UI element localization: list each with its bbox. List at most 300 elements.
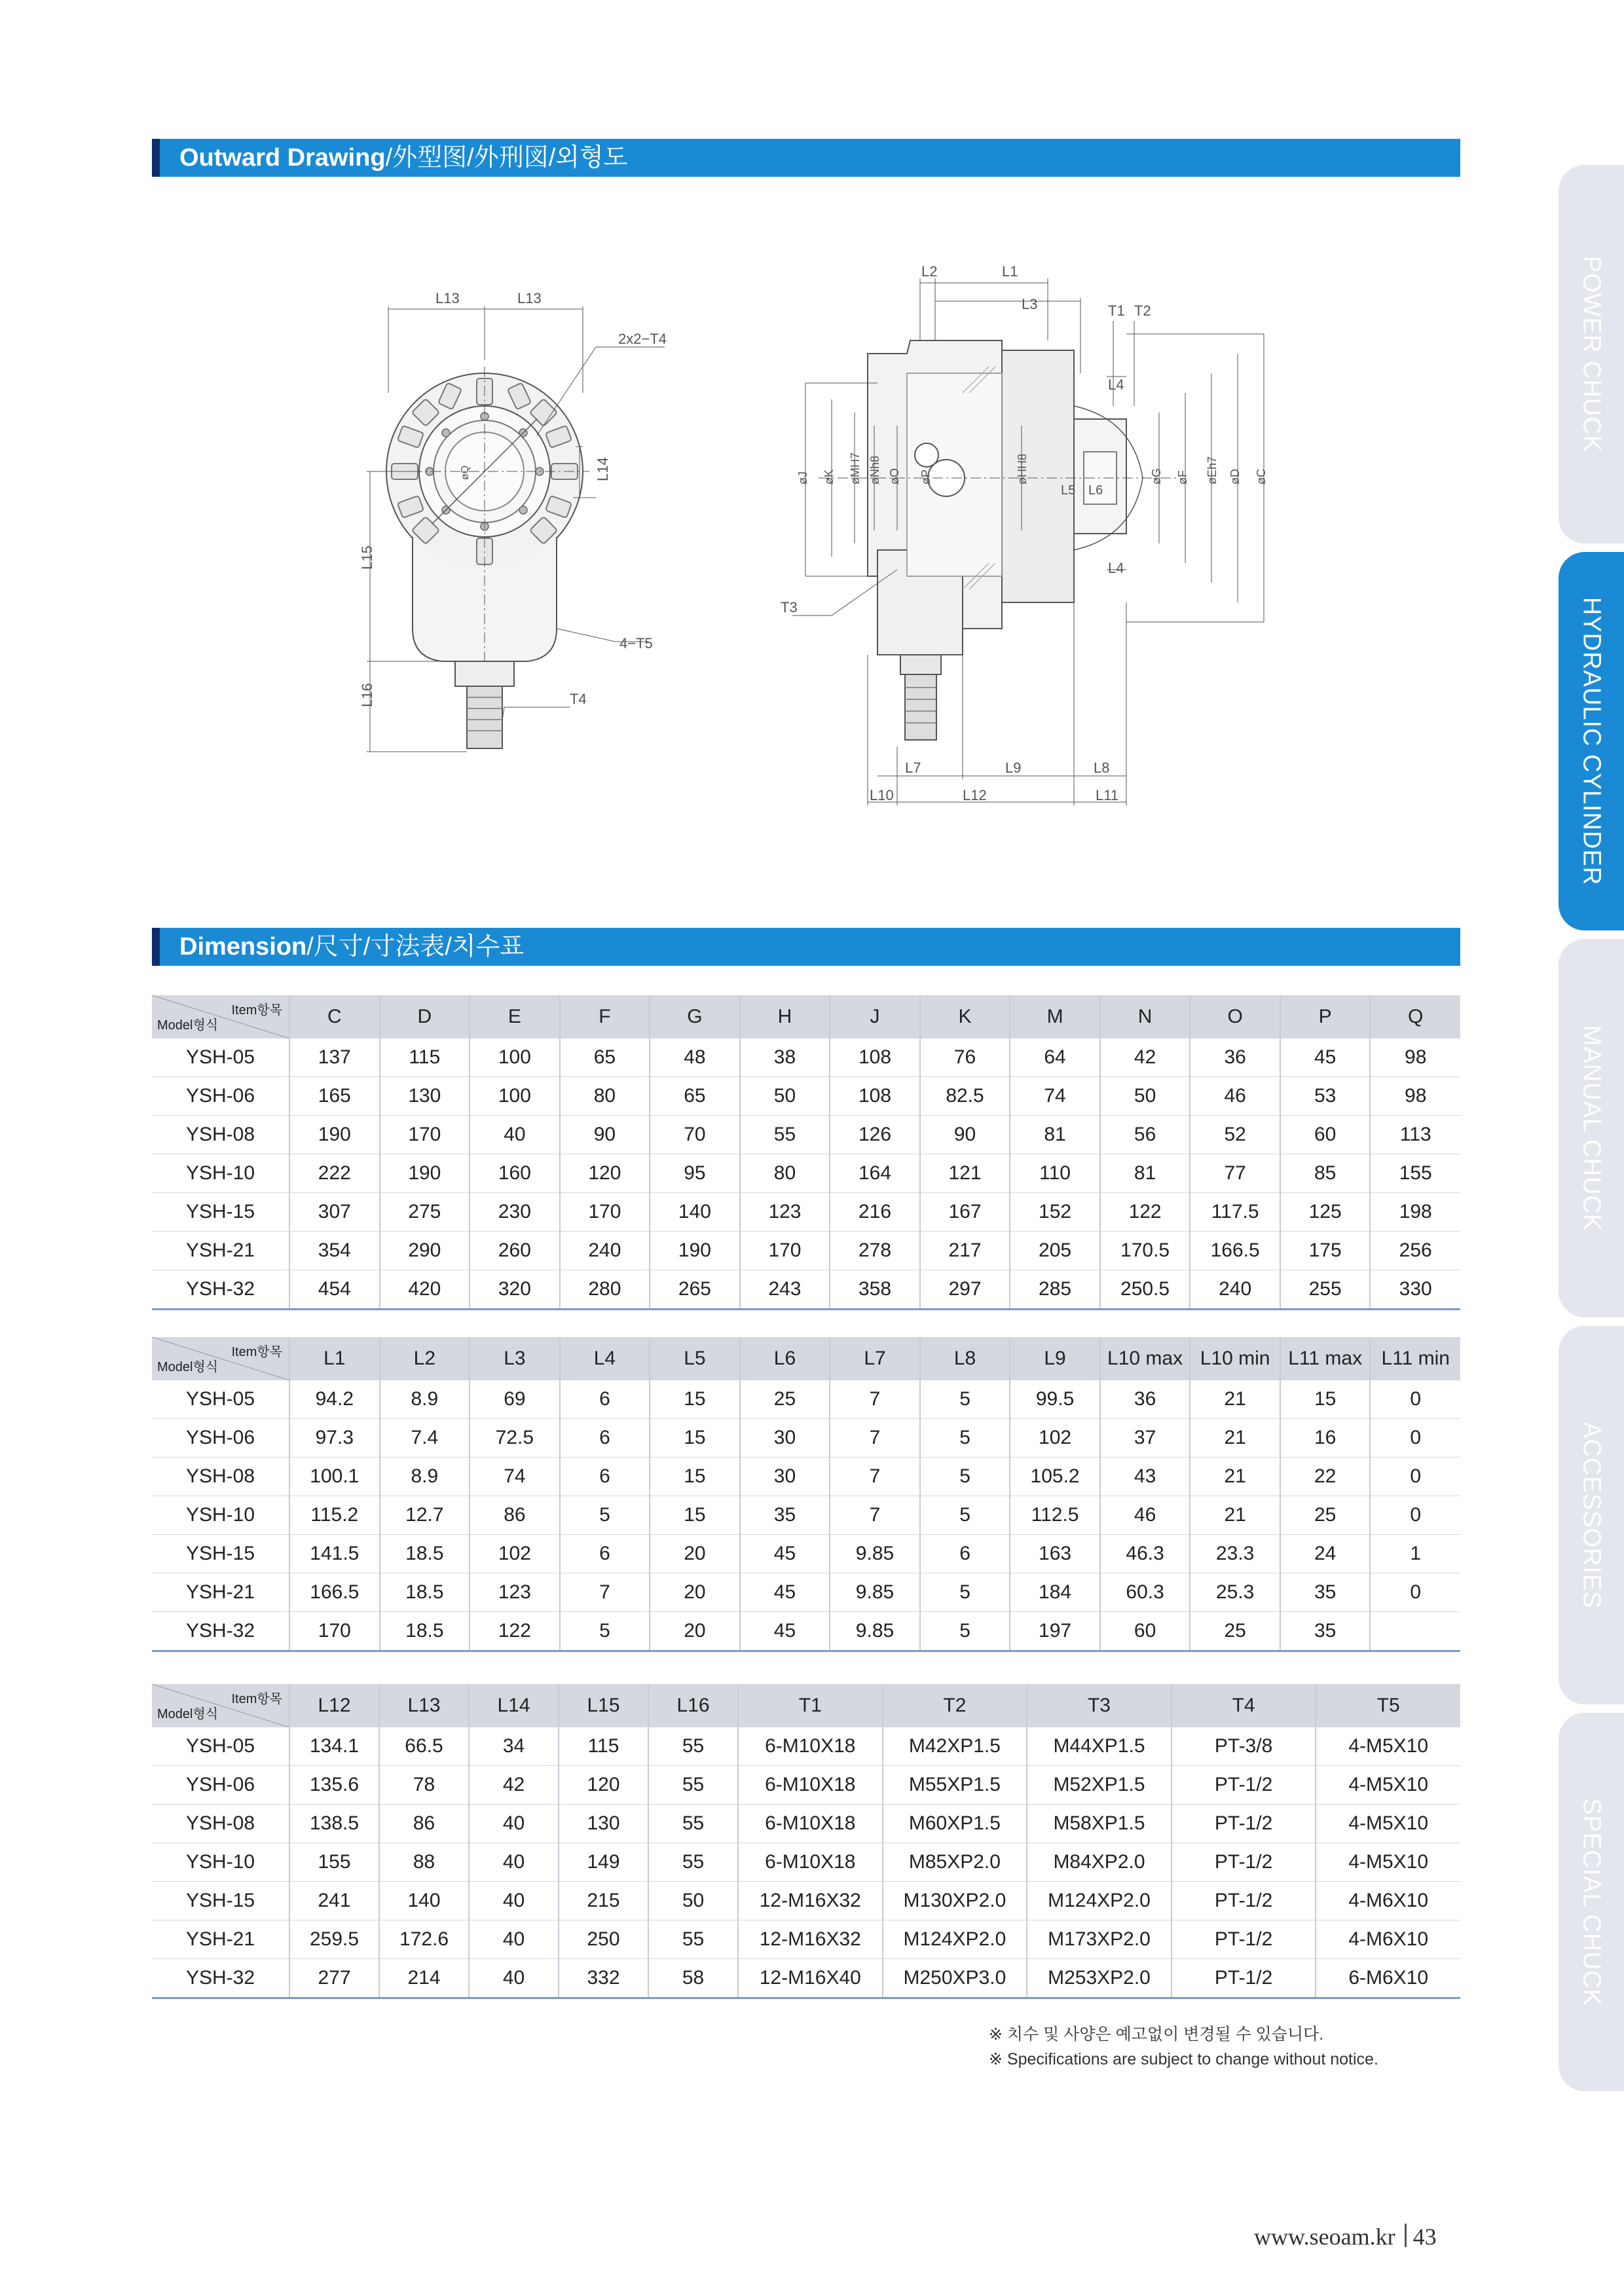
table-cell: 167 [920, 1193, 1010, 1232]
column-header: J [830, 995, 920, 1038]
table-cell: 123 [470, 1573, 560, 1612]
table-cell: 45 [1280, 1038, 1371, 1077]
table-cell: 6-M10X18 [738, 1843, 883, 1882]
column-header: L8 [920, 1337, 1010, 1380]
table-cell: 40 [469, 1843, 559, 1882]
drawing-label-l8: L8 [1094, 760, 1110, 776]
table-cell: 0 [1370, 1419, 1460, 1458]
table-cell: 74 [1010, 1077, 1100, 1116]
table-cell: 12-M16X32 [738, 1882, 883, 1920]
table-cell: 55 [648, 1920, 738, 1959]
table-cell: 7 [560, 1573, 650, 1612]
table-cell: 4-M5X10 [1316, 1805, 1460, 1843]
drawing-label-l5: L5 [1061, 483, 1076, 498]
column-header: C [289, 995, 380, 1038]
model-cell: YSH-10 [186, 1162, 255, 1184]
drawing-label-d-m: øMH7 [849, 452, 862, 485]
table-cell: 40 [469, 1920, 559, 1959]
table-cell: 36 [1100, 1380, 1190, 1419]
drawing-label-t4: T4 [570, 691, 587, 707]
table-cell: 165 [289, 1077, 380, 1116]
table-cell: 45 [740, 1612, 830, 1651]
table-cell: 7 [830, 1419, 920, 1458]
column-header: L16 [648, 1684, 738, 1727]
table-cell: 205 [1010, 1232, 1100, 1270]
table-cell: 115 [380, 1038, 470, 1077]
table-cell: 98 [1370, 1077, 1460, 1116]
table-cell: M60XP1.5 [883, 1805, 1027, 1843]
table-cell: 123 [740, 1193, 830, 1232]
drawing-label-l1: L1 [1002, 263, 1018, 280]
drawing-label-l12: L12 [963, 787, 987, 803]
table-cell: PT-1/2 [1172, 1959, 1316, 1998]
table-cell: 15 [650, 1496, 740, 1535]
table-cell: 60 [1280, 1116, 1371, 1154]
table-cell: 45 [740, 1535, 830, 1573]
column-header: D [380, 995, 470, 1038]
table-cell: 240 [1190, 1270, 1280, 1310]
column-header: E [470, 995, 560, 1038]
model-cell: YSH-10 [186, 1504, 255, 1526]
column-header: L7 [830, 1337, 920, 1380]
table-cell: 160 [470, 1154, 560, 1193]
table-cell: 320 [470, 1270, 560, 1310]
table-cell: 9.85 [830, 1612, 920, 1651]
drawing-label-l7: L7 [905, 760, 921, 776]
table-cell: 140 [379, 1882, 469, 1920]
table-cell: PT-1/2 [1172, 1843, 1316, 1882]
drawing-label-l11: L11 [1096, 787, 1119, 803]
column-header: T2 [883, 1684, 1027, 1727]
table-cell: 90 [560, 1116, 650, 1154]
drawing-label-l2: L2 [921, 263, 938, 280]
table-cell: 20 [650, 1612, 740, 1651]
table-cell: 99.5 [1010, 1380, 1100, 1419]
table-cell: 285 [1010, 1270, 1100, 1310]
table-cell: 275 [380, 1193, 470, 1232]
table-cell: 12-M16X32 [738, 1920, 883, 1959]
side-view [781, 263, 1268, 805]
drawing-label-d-k: øK [822, 469, 836, 485]
table-cell: 70 [650, 1116, 740, 1154]
table-cell: 42 [1100, 1038, 1190, 1077]
drawing-label-l9: L9 [1005, 760, 1022, 776]
table-cell: 190 [289, 1116, 380, 1154]
table-cell: 25 [1280, 1496, 1371, 1535]
table-cell: M52XP1.5 [1027, 1766, 1172, 1805]
table-row [152, 1727, 1460, 1766]
column-header: L9 [1010, 1337, 1100, 1380]
table-cell: 25 [1190, 1612, 1280, 1651]
table-cell: 48 [650, 1038, 740, 1077]
table-cell: 100 [470, 1038, 560, 1077]
table-cell: 125 [1280, 1193, 1371, 1232]
side-tab-special-chuck[interactable] [1559, 1713, 1624, 2091]
table-cell: 35 [740, 1496, 830, 1535]
table-cell: 190 [650, 1232, 740, 1270]
table-cell: 166.5 [289, 1573, 380, 1612]
table-cell: 138.5 [289, 1805, 379, 1843]
table-cell: 0 [1370, 1573, 1460, 1612]
table-cell: M253XP2.0 [1027, 1959, 1172, 1998]
corner-model-label: Model형식 [157, 1707, 219, 1721]
drawing-label-t1: T1 [1108, 303, 1125, 319]
drawing-label-l4a: L4 [1108, 376, 1124, 393]
drawing-label-d-g: øG [1150, 468, 1163, 485]
column-header: H [740, 995, 830, 1038]
table-cell: 15 [650, 1380, 740, 1419]
model-cell: YSH-06 [186, 1427, 255, 1448]
table-cell: 230 [470, 1193, 560, 1232]
table-cell: 5 [920, 1496, 1010, 1535]
table-cell: 69 [470, 1380, 560, 1419]
table-row [152, 1458, 1460, 1496]
table-cell [1370, 1612, 1460, 1651]
table-row [152, 1805, 1460, 1843]
table-cell: PT-1/2 [1172, 1882, 1316, 1920]
table-cell: M44XP1.5 [1027, 1727, 1172, 1766]
outward-drawing-header [152, 139, 1460, 177]
table-cell: 55 [648, 1843, 738, 1882]
table-cell: 7.4 [380, 1419, 470, 1458]
table-cell: 55 [740, 1116, 830, 1154]
table-cell: M55XP1.5 [883, 1766, 1027, 1805]
footer-separator [1405, 2224, 1407, 2247]
table-cell: 354 [289, 1232, 380, 1270]
model-cell: YSH-06 [185, 1774, 255, 1795]
table-row [152, 1038, 1460, 1077]
model-cell: YSH-05 [185, 1735, 255, 1757]
drawing-label-d-f: øF [1176, 470, 1189, 485]
table-cell: 18.5 [380, 1535, 470, 1573]
table-cell: 40 [470, 1116, 560, 1154]
table-cell: 30 [740, 1458, 830, 1496]
table-cell: 7 [830, 1496, 920, 1535]
table-cell: 88 [379, 1843, 469, 1882]
table-cell: 82.5 [920, 1077, 1010, 1116]
table-cell: M42XP1.5 [883, 1727, 1027, 1766]
dimension-table-3 [152, 1684, 1460, 1999]
side-tab-power-chuck[interactable] [1559, 165, 1624, 543]
table-cell: 15 [1280, 1380, 1371, 1419]
table-cell: 21 [1190, 1458, 1280, 1496]
table-cell: 110 [1010, 1154, 1100, 1193]
side-tab-manual-chuck[interactable] [1559, 939, 1624, 1317]
table-cell: 20 [650, 1535, 740, 1573]
table-cell: 5 [920, 1458, 1010, 1496]
column-header: L12 [289, 1684, 379, 1727]
table-cell: PT-3/8 [1172, 1727, 1316, 1766]
table-cell: 170 [289, 1612, 380, 1651]
table-cell: M173XP2.0 [1027, 1920, 1172, 1959]
table-cell: 164 [830, 1154, 920, 1193]
table-cell: 0 [1370, 1458, 1460, 1496]
drawing-label-d-c: øC [1255, 469, 1268, 485]
table-cell: 38 [740, 1038, 830, 1077]
column-header: L11 min [1370, 1337, 1460, 1380]
table-cell: 170 [380, 1116, 470, 1154]
outward-drawing [308, 262, 1323, 832]
table-cell: M84XP2.0 [1027, 1843, 1172, 1882]
table-cell: 80 [560, 1077, 650, 1116]
dimension-header [152, 928, 1460, 966]
table-cell: 214 [379, 1959, 469, 1998]
corner-model-label: Model형식 [157, 1018, 219, 1033]
corner-model-label: Model형식 [157, 1360, 219, 1374]
table-cell: 6 [560, 1419, 650, 1458]
column-header: L4 [560, 1337, 650, 1380]
table-cell: M250XP3.0 [883, 1959, 1027, 1998]
front-view [359, 290, 667, 752]
table-cell: 6-M10X18 [738, 1727, 883, 1766]
drawing-label-d-q: øQ [460, 465, 471, 480]
table-cell: 6 [920, 1535, 1010, 1573]
model-cell: YSH-08 [185, 1812, 255, 1834]
column-header: L1 [289, 1337, 380, 1380]
table-cell: 50 [1100, 1077, 1190, 1116]
column-header: F [560, 995, 650, 1038]
table-cell: 64 [1010, 1038, 1100, 1077]
table-row [152, 1843, 1460, 1882]
side-tab-label: HYDRAULIC CYLINDER [1578, 597, 1606, 886]
table-cell: M124XP2.0 [883, 1920, 1027, 1959]
drawing-label-l14: L14 [595, 457, 611, 481]
table-cell: 130 [380, 1077, 470, 1116]
table-cell: 175 [1280, 1232, 1371, 1270]
table-cell: 52 [1190, 1116, 1280, 1154]
model-cell: YSH-15 [186, 1543, 255, 1564]
table-cell: 37 [1100, 1419, 1190, 1458]
table-cell: 358 [830, 1270, 920, 1310]
model-cell: YSH-21 [186, 1581, 255, 1603]
table-cell: 34 [469, 1727, 559, 1766]
footer-url[interactable]: www.seoam.kr [1254, 2224, 1395, 2250]
column-header: Q [1370, 995, 1460, 1038]
table-cell: 50 [648, 1882, 738, 1920]
table-row [152, 1920, 1460, 1959]
table-cell: 170 [740, 1232, 830, 1270]
table-cell: 149 [559, 1843, 648, 1882]
table-cell: 108 [830, 1077, 920, 1116]
corner-item-label: Item항목 [231, 1003, 283, 1018]
dimension-title-en: Dimension [179, 933, 307, 961]
table-cell: 454 [289, 1270, 380, 1310]
side-tab-label: MANUAL CHUCK [1578, 1025, 1606, 1232]
table-cell: 1 [1370, 1535, 1460, 1573]
note-english: ※ Specifications are subject to change without notice. [989, 2050, 1378, 2068]
table-header-row [152, 1337, 1460, 1380]
table-row [152, 1496, 1460, 1535]
table-cell: M124XP2.0 [1027, 1882, 1172, 1920]
table-cell: 85 [1280, 1154, 1371, 1193]
drawing-label-d-n: øNh8 [868, 455, 881, 485]
table-cell: 45 [740, 1573, 830, 1612]
column-header: O [1190, 995, 1280, 1038]
table-cell: 198 [1370, 1193, 1460, 1232]
table-cell: 4-M5X10 [1316, 1727, 1460, 1766]
column-header: L11 max [1280, 1337, 1371, 1380]
table-cell: 265 [650, 1270, 740, 1310]
table-cell: 5 [560, 1612, 650, 1651]
table-cell: 170.5 [1100, 1232, 1190, 1270]
table-corner [152, 995, 289, 1038]
table-corner [152, 1337, 289, 1380]
table-cell: M58XP1.5 [1027, 1805, 1172, 1843]
table-cell: 81 [1100, 1154, 1190, 1193]
table-cell: 76 [920, 1038, 1010, 1077]
table-cell: 15 [650, 1419, 740, 1458]
table-cell: 278 [830, 1232, 920, 1270]
table-cell: 35 [1280, 1573, 1371, 1612]
table-cell: 20 [650, 1573, 740, 1612]
table-cell: 166.5 [1190, 1232, 1280, 1270]
table-cell: 122 [1100, 1193, 1190, 1232]
table-cell: 81 [1010, 1116, 1100, 1154]
table-cell: 9.85 [830, 1573, 920, 1612]
table-cell: 170 [560, 1193, 650, 1232]
drawing-label-l13b: L13 [517, 290, 542, 306]
table-cell: 65 [560, 1038, 650, 1077]
table-cell: 250 [559, 1920, 648, 1959]
column-header: K [920, 995, 1010, 1038]
drawing-label-l10: L10 [870, 787, 894, 803]
outward-title-rest: /外型图/外刑図/외형도 [385, 144, 628, 172]
table-cell: 6-M10X18 [738, 1766, 883, 1805]
column-header: L6 [740, 1337, 830, 1380]
table-cell: 72.5 [470, 1419, 560, 1458]
drawing-label-l16: L16 [359, 683, 375, 707]
drawing-label-d-d: øD [1228, 469, 1242, 485]
table-cell: 8.9 [380, 1458, 470, 1496]
column-header: L5 [650, 1337, 740, 1380]
side-tab-label: POWER CHUCK [1578, 255, 1606, 453]
model-cell: YSH-21 [185, 1928, 255, 1950]
table-cell: 97.3 [289, 1419, 380, 1458]
table-cell: 6 [560, 1458, 650, 1496]
table-cell: 60.3 [1100, 1573, 1190, 1612]
table-cell: 260 [470, 1232, 560, 1270]
column-header: L14 [469, 1684, 559, 1727]
table-cell: 113 [1370, 1116, 1460, 1154]
table-cell: 50 [740, 1077, 830, 1116]
table-cell: 6 [560, 1535, 650, 1573]
table-cell: 60 [1100, 1612, 1190, 1651]
table-cell: 21 [1190, 1419, 1280, 1458]
drawing-label-t4x2: 2x2−T4 [618, 331, 667, 347]
drawing-label-d-e: øEh7 [1206, 456, 1219, 485]
table-cell: 5 [920, 1380, 1010, 1419]
table-cell: 55 [648, 1766, 738, 1805]
table-cell: 24 [1280, 1535, 1371, 1573]
table-cell: 7 [830, 1458, 920, 1496]
table-cell: 250.5 [1100, 1270, 1190, 1310]
table-cell: 4-M6X10 [1316, 1920, 1460, 1959]
table-cell: 0 [1370, 1380, 1460, 1419]
table-cell: 0 [1370, 1496, 1460, 1535]
table-cell: 102 [1010, 1419, 1100, 1458]
table-row [152, 1193, 1460, 1232]
side-tab-accessories[interactable] [1559, 1326, 1624, 1704]
table-cell: 105.2 [1010, 1458, 1100, 1496]
column-header: P [1280, 995, 1371, 1038]
outward-title-en: Outward Drawing [179, 144, 386, 172]
table-cell: 100.1 [289, 1458, 380, 1496]
model-cell: YSH-08 [186, 1465, 255, 1487]
drawing-label-d-h: øHH8 [1016, 453, 1029, 485]
table-cell: 120 [560, 1154, 650, 1193]
column-header: T5 [1316, 1684, 1460, 1727]
model-cell: YSH-05 [186, 1046, 255, 1068]
table-cell: 55 [648, 1805, 738, 1843]
table-row [152, 1419, 1460, 1458]
column-header: G [650, 995, 740, 1038]
table-cell: 22 [1280, 1458, 1371, 1496]
table-cell: 66.5 [379, 1727, 469, 1766]
drawing-label-d-o: øO [888, 468, 901, 485]
table-cell: 137 [289, 1038, 380, 1077]
table-cell: 184 [1010, 1573, 1100, 1612]
table-cell: 216 [830, 1193, 920, 1232]
note-korean: ※ 치수 및 사양은 예고없이 변경될 수 있습니다. [989, 2025, 1324, 2044]
corner-item-label: Item항목 [231, 1345, 283, 1359]
side-tab-hydraulic-cylinder[interactable] [1559, 552, 1624, 930]
table-cell: PT-1/2 [1172, 1805, 1316, 1843]
table-cell: 42 [469, 1766, 559, 1805]
table-cell: 15 [650, 1458, 740, 1496]
corner-item-label: Item항목 [231, 1692, 282, 1706]
table-cell: 190 [380, 1154, 470, 1193]
table-cell: 163 [1010, 1535, 1100, 1573]
table-cell: 240 [560, 1232, 650, 1270]
table-cell: 217 [920, 1232, 1010, 1270]
table-cell: 36 [1190, 1038, 1280, 1077]
table-cell: PT-1/2 [1172, 1920, 1316, 1959]
table-row [152, 1612, 1460, 1651]
page-footer [1254, 2223, 1437, 2250]
table-cell: 5 [560, 1496, 650, 1535]
table-cell: 243 [740, 1270, 830, 1310]
table-row [152, 1270, 1460, 1310]
table-cell: 290 [380, 1232, 470, 1270]
table-cell: 117.5 [1190, 1193, 1280, 1232]
table-cell: 7 [830, 1380, 920, 1419]
table-cell: 155 [289, 1843, 379, 1882]
table-cell: 134.1 [289, 1727, 379, 1766]
dimension-title-rest: /尺寸/寸法表/치수표 [306, 933, 525, 961]
page-number: 43 [1412, 2224, 1437, 2250]
column-header: N [1100, 995, 1190, 1038]
table-cell: 90 [920, 1116, 1010, 1154]
drawing-label-l3: L3 [1022, 296, 1038, 312]
table-cell: 4-M6X10 [1316, 1882, 1460, 1920]
table-cell: 40 [469, 1959, 559, 1998]
side-tab-label: SPECIAL CHUCK [1578, 1798, 1606, 2006]
table-cell: 6-M10X18 [738, 1805, 883, 1843]
table-cell: 4-M5X10 [1316, 1843, 1460, 1882]
table-row [152, 1380, 1460, 1419]
table-cell: 121 [920, 1154, 1010, 1193]
table-row [152, 1959, 1460, 1998]
table-cell: 35 [1280, 1612, 1371, 1651]
drawing-label-d-p: øP [919, 469, 932, 485]
column-header: T3 [1027, 1684, 1172, 1727]
table-row [152, 1766, 1460, 1805]
column-header: L2 [380, 1337, 470, 1380]
table-cell: 40 [469, 1805, 559, 1843]
table-cell: 115.2 [289, 1496, 380, 1535]
table-cell: 122 [470, 1612, 560, 1651]
table-cell: 420 [380, 1270, 470, 1310]
